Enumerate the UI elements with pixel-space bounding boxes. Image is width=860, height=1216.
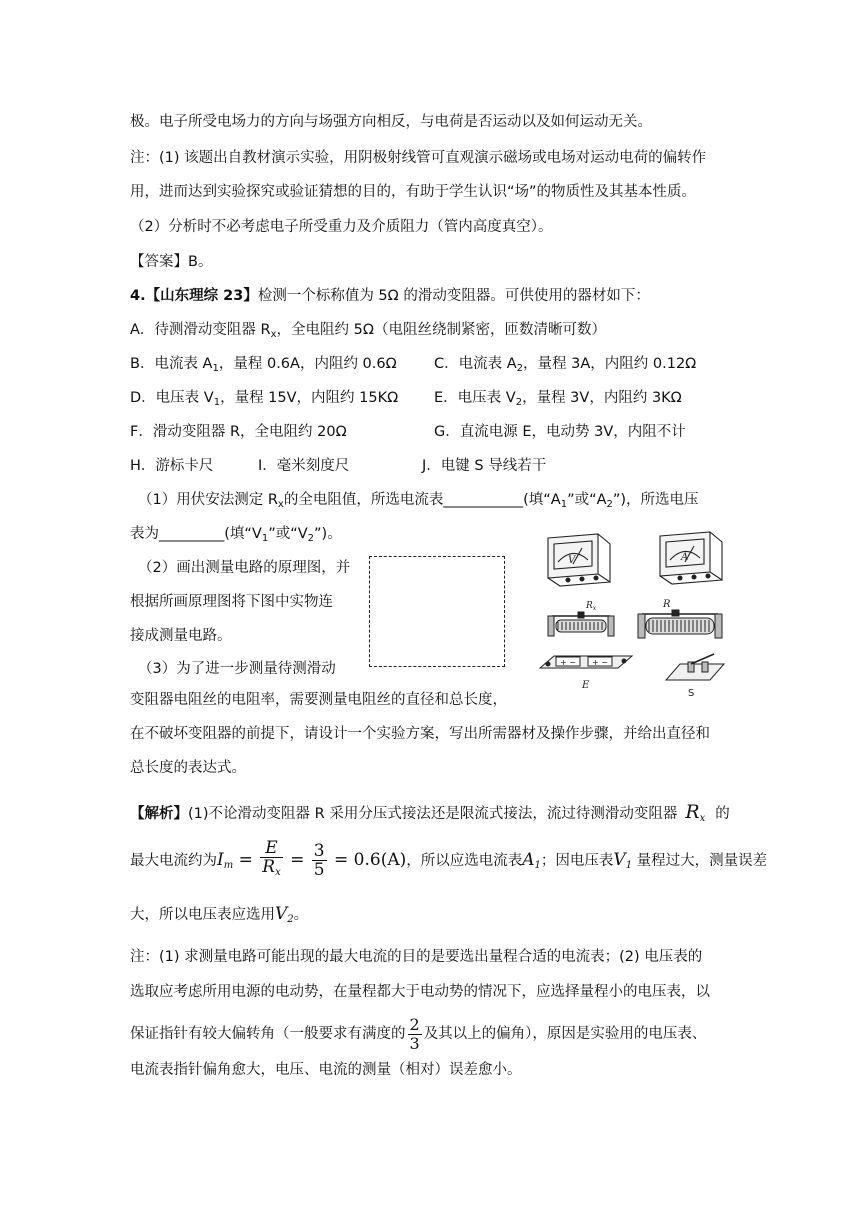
- math-v2-v: V: [275, 904, 288, 924]
- rheostat-r-icon: [638, 610, 722, 638]
- question-4-source: 4.【山东理综 23】: [130, 288, 258, 304]
- fraction-e-rx: [260, 839, 282, 882]
- voltmeter-icon: [548, 534, 610, 586]
- option-g: G．直流电源 E，电动势 3V，内阻不计: [434, 424, 686, 440]
- fraction-2-3: [408, 1016, 422, 1053]
- fraction-den-r: R: [262, 857, 276, 877]
- circuit-drawing-box: [369, 556, 505, 667]
- fraction-den-rx: [260, 858, 282, 882]
- switch-icon: [666, 654, 724, 680]
- para-line-1: 极。电子所受电场力的方向与场强方向相反，与电荷是否运动以及如何运动无关。: [130, 114, 652, 130]
- analysis-line-3: [130, 904, 308, 930]
- math-eq-1: =: [238, 850, 253, 870]
- option-a-sub: x: [270, 329, 277, 340]
- fraction-den-3: 3: [409, 1033, 420, 1053]
- final-note-3-post: 及其以上的偏角），原因是实验用的电压表、: [423, 1026, 707, 1042]
- subq-1-sub-4: 2: [307, 533, 315, 544]
- option-h: H．游标卡尺: [130, 458, 214, 474]
- subq-2-line-2: 根据所画原理图将下图中实物连: [130, 594, 333, 610]
- apparatus-figure: [538, 530, 728, 702]
- option-e-post: ，量程 3V，内阻约 3KΩ: [522, 390, 682, 406]
- subq-1-sub-2: 2: [606, 499, 613, 510]
- analysis-range-text: 量程过大，测量误差: [636, 853, 768, 869]
- math-rx-sub: x: [699, 813, 706, 824]
- analysis-max-current-text: 最大电流约为: [130, 853, 217, 869]
- subq-1-c: ”或“A: [567, 492, 607, 508]
- option-d-post: ，量程 15V，内阻约 15KΩ: [220, 390, 399, 406]
- math-rx-r: R: [685, 801, 700, 823]
- option-b-pre: B．电流表 A: [130, 356, 213, 372]
- final-note-line-3: [130, 1012, 706, 1056]
- option-a-pre: A．待测滑动变阻器 R: [130, 322, 271, 338]
- final-note-line-2: 选取应考虑所用电源的电动势，在量程都大于电动势的情况下，应选择量程小的电压表，以: [130, 984, 710, 1000]
- math-i: I: [217, 850, 224, 870]
- fraction-3-5: [312, 842, 327, 879]
- math-a1: [522, 850, 541, 870]
- option-c-post: ，量程 3A，内阻约 0.12Ω: [523, 356, 697, 372]
- analysis-de: 的: [715, 806, 730, 822]
- subq-1-g: ”)。: [314, 526, 342, 542]
- math-result: = 0.6(A): [334, 850, 407, 870]
- rx-label: $R_x$: [586, 601, 597, 612]
- subq-1-sub-x: x: [277, 499, 284, 510]
- svg-text:+ −: + −: [592, 658, 608, 667]
- fraction-num-e: E: [260, 839, 282, 858]
- analysis-period: 。: [293, 907, 309, 923]
- math-v2: [275, 904, 294, 924]
- math-v2-sub: 2: [287, 914, 294, 925]
- ammeter-label: A: [681, 552, 689, 563]
- math-rx: [685, 801, 705, 823]
- subq-3-line-2: 变阻器电阻丝的电阻率，需要测量电阻丝的直径和总长度，: [130, 692, 507, 708]
- note-line-1: 注：(1) 该题出自教材演示实验，用阴极射线管可直观演示磁场或电场对运动电荷的偏转作: [130, 150, 707, 166]
- option-i: I．毫米刻度尺: [258, 458, 350, 474]
- subq-1-line-2: [130, 524, 342, 549]
- option-d: [130, 388, 398, 413]
- math-eq-2: =: [290, 850, 305, 870]
- math-v: V: [613, 850, 626, 870]
- analysis-choose-voltmeter: 大，所以电压表应选用: [130, 907, 275, 923]
- fraction-den-sub: x: [275, 867, 281, 878]
- switch-label: S: [688, 688, 695, 699]
- subq-1-e: 表为_________(填“V: [130, 526, 262, 542]
- subq-2-line-1: （2）画出测量电路的原理图，并: [138, 560, 351, 576]
- subq-1-sub-1: 1: [560, 499, 568, 510]
- option-d-sub: 1: [213, 397, 221, 408]
- math-a: A: [522, 850, 535, 870]
- option-f: F．滑动变阻器 R，全电阻约 20Ω: [130, 424, 347, 440]
- analysis-line-1: [130, 802, 730, 829]
- option-e-pre: E．电压表 V: [434, 390, 516, 406]
- fraction-den-5: 5: [313, 860, 325, 880]
- rheostat-rx-icon: [548, 612, 614, 636]
- analysis-text-1: (1)不论滑动变阻器 R 采用分压式接法还是限流式接法，流过待测滑动变阻器: [188, 806, 678, 822]
- subq-1-b: 的全电阻值，所选电流表___________(填“A: [283, 492, 561, 508]
- answer-line: 【答案】B。: [130, 254, 213, 270]
- option-c-sub: 2: [516, 363, 524, 374]
- ammeter-icon: [660, 532, 722, 584]
- final-note-line-1: 注：(1) 求测量电路可能出现的最大电流的目的是要选出量程合适的电流表；(2) 电压表的: [130, 949, 703, 965]
- math-v-sub: 1: [625, 860, 633, 871]
- subq-1-a: （1）用伏安法测定 R: [138, 492, 278, 508]
- subq-1-f: ”或“V: [268, 526, 308, 542]
- note-line-2: 用，进而达到实验探究或验证猜想的目的，有助于学生认识“场”的物质性及其基本性质。: [130, 184, 697, 200]
- subq-1-sub-3: 1: [261, 533, 269, 544]
- option-a: [130, 320, 606, 345]
- fraction-num-3: 3: [313, 841, 325, 861]
- option-e-sub: 2: [515, 397, 523, 408]
- voltmeter-label: V: [568, 555, 576, 566]
- option-b: [130, 354, 397, 379]
- option-d-pre: D．电压表 V: [130, 390, 214, 406]
- math-v1: [613, 850, 632, 870]
- battery-icon: [540, 656, 632, 668]
- subq-3-line-3: 在不破坏变阻器的前提下，请设计一个实验方案，写出所需器材及操作步骤，并给出直径和: [130, 726, 710, 742]
- battery-label: E: [582, 680, 590, 691]
- subq-3-line-1: （3）为了进一步测量待测滑动: [138, 661, 336, 677]
- question-4-text: 检测一个标称值为 5Ω 的滑动变阻器。可供使用的器材如下：: [257, 288, 650, 304]
- analysis-line-2: [130, 838, 767, 888]
- analysis-header: 【解析】: [130, 806, 188, 822]
- math-a-sub: 1: [534, 860, 541, 871]
- option-b-sub: 1: [212, 363, 219, 374]
- option-b-post: ，量程 0.6A，内阻约 0.6Ω: [218, 356, 397, 372]
- option-a-post: ，全电阻约 5Ω（电阻丝绕制紧密，匝数清晰可数）: [276, 322, 606, 338]
- option-c-pre: C．电流表 A: [434, 356, 517, 372]
- r-label: R: [663, 599, 671, 610]
- subq-1-line-1: [138, 490, 699, 515]
- option-j: J．电键 S 导线若干: [422, 458, 547, 474]
- subq-3-line-4: 总长度的表达式。: [130, 760, 246, 776]
- svg-text:+ −: + −: [560, 658, 576, 667]
- analysis-choose-ammeter: ，所以应选电流表: [406, 853, 523, 869]
- option-c: [434, 354, 696, 379]
- final-note-line-4: 电流表指针偏角愈大，电压、电流的测量（相对）误差愈小。: [130, 1062, 522, 1078]
- option-e: [434, 388, 682, 413]
- formula-im: [217, 838, 407, 880]
- note-line-3: （2）分析时不必考虑电子所受重力及介质阻力（管内高度真空）。: [130, 219, 553, 235]
- subq-1-d: ”)，所选电压: [612, 492, 699, 508]
- fraction-num-2: 2: [409, 1014, 420, 1034]
- analysis-voltmeter-text: ；因电压表: [540, 853, 614, 869]
- final-note-3-pre: 保证指针有较大偏转角（一般要求有满度的: [130, 1026, 406, 1042]
- question-4-header: [130, 286, 650, 306]
- math-m: m: [223, 860, 234, 871]
- subq-2-line-3: 接成测量电路。: [130, 628, 232, 644]
